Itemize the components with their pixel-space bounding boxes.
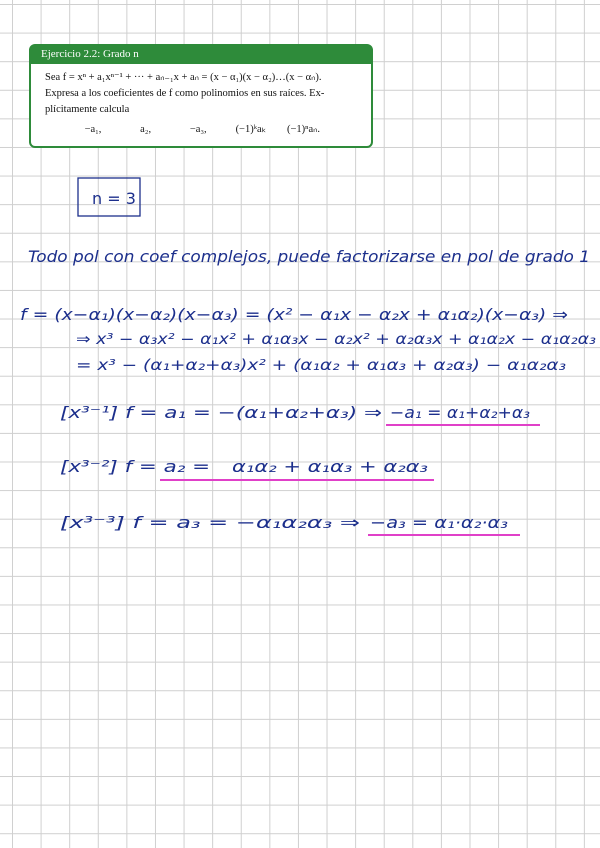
coef-item: −a₁, [84, 124, 102, 135]
exercise-header: Ejercicio 2.2: Grado n [31, 46, 371, 64]
statement-line-2: Expresa a los coeficientes de f como polinomios en sus raíces. Ex- [45, 88, 325, 99]
coef-item: (−1)ⁿaₙ. [287, 124, 320, 135]
coef-item: (−1)ᵏaₖ [235, 124, 267, 135]
expansion-line-1: f = (x−α₁)(x−α₂)(x−α₃) = (x² − α₁x − α₂x + α₁α₂)(x−α₃) ⇒ [20, 305, 568, 324]
n-value: n = 3 [92, 189, 136, 208]
expansion-line-2: ⇒ x³ − α₃x² − α₁x² + α₁α₃x − α₂x² + α₂α₃x + α₁α₂x − α₁α₂α₃ [76, 330, 596, 348]
coef-2-result: α₁α₂ + α₁α₃ + α₂α₃ [232, 457, 428, 476]
coef-1-derivation: [x³⁻¹] f = a₁ = −(α₁+α₂+α₃) ⇒ [60, 403, 382, 422]
coef-1-result: −a₁ = α₁+α₂+α₃ [390, 403, 530, 422]
coef-3-derivation: [x³⁻³] f = a₃ = −α₁α₂α₃ ⇒ [60, 513, 360, 532]
statement-line-1: Sea f = xⁿ + a₁xⁿ⁻¹ + ··· + aₙ₋₁x + aₙ = (x − α₁)(x − α₂)…(x − αₙ). [45, 72, 322, 83]
coef-2-derivation: [x³⁻²] f = a₂ = [60, 457, 210, 476]
intro-text: Todo pol con coef complejos, puede factorizarse en pol de grado 1 [28, 247, 590, 266]
statement-line-3: plícitamente calcula [45, 104, 130, 115]
coef-item: a₂, [140, 124, 152, 135]
expansion-line-3: = x³ − (α₁+α₂+α₃)x² + (α₁α₂ + α₁α₃ + α₂α₃) − α₁α₂α₃ [76, 356, 566, 374]
coef-3-result: −a₃ = α₁·α₂·α₃ [370, 513, 508, 532]
coef-item: −a₃, [189, 124, 207, 135]
